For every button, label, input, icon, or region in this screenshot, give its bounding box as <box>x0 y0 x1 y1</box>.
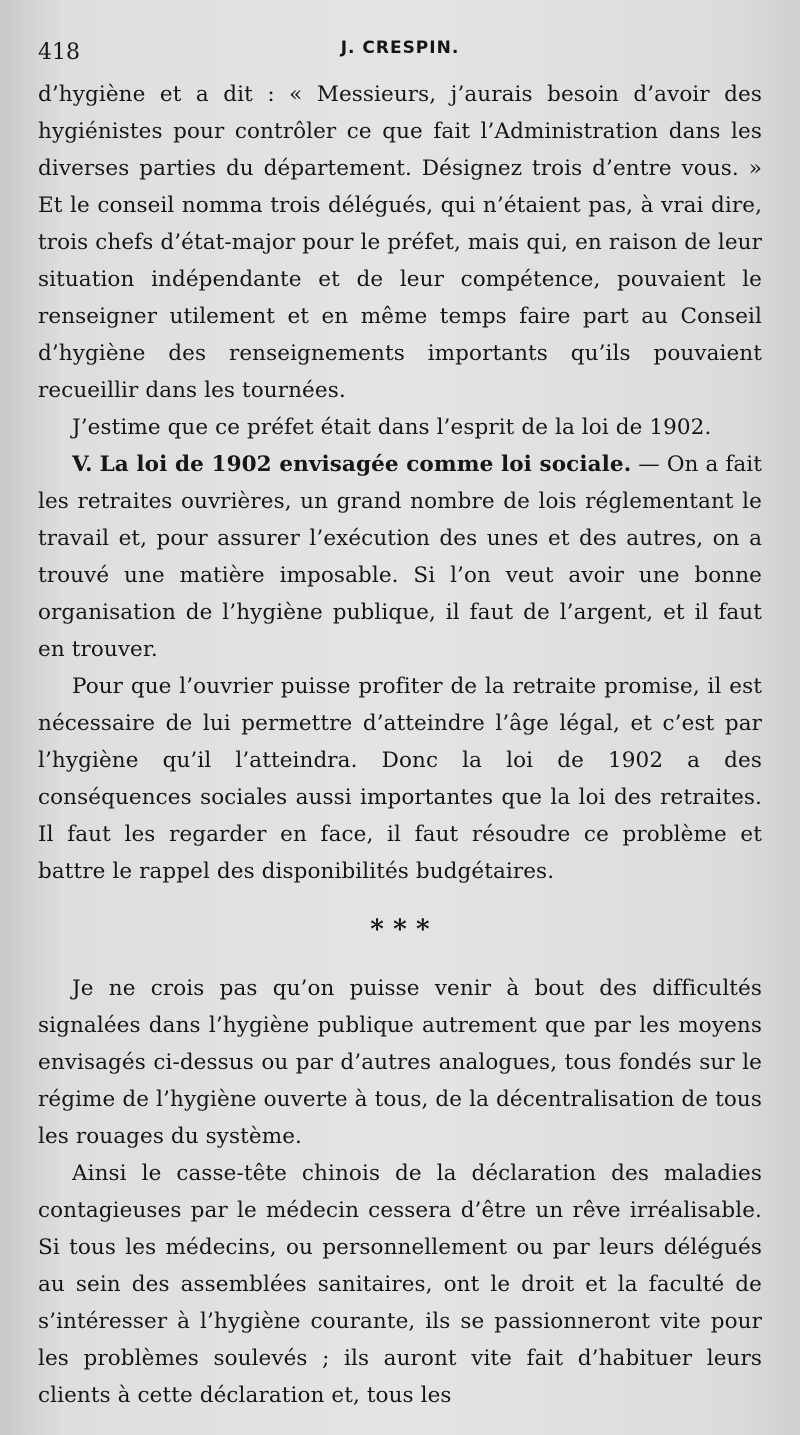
section-v-paragraph <box>38 446 762 668</box>
section-v-text: On a fait les retraites ouvrières, un grand nombre de lois réglementant le travail et, pour assurer l’exécution des unes et des autres, on a trouvé une matière imposable. Si l’on veut avoir une bonne organisation de l’hygiène publique, il faut de l’argent, et il faut en trouver. <box>38 452 763 662</box>
paragraph-prefect: J’estime que ce préfet était dans l’esprit de la loi de 1902. <box>72 415 712 440</box>
paragraph-casse-tete: Ainsi le casse-tête chinois de la déclaration des maladies contagieuses par le médecin cessera d’être un rêve irréalisable. Si tous les médecins, ou personnellement ou par leurs délégués au sein des assemblées sanitaires, ont le droit et la faculté de s’intéresser à l’hygiène courante, ils se passionneront vite pour les problèmes soulevés ; ils auront vite fait d’habituer leurs clients à cette déclaration et, tous les <box>38 1161 762 1408</box>
paragraph-difficultes: Je ne crois pas qu’on puisse venir à bout des difficultés signalées dans l’hygiène publique autrement que par les moyens envisagés ci-dessus ou par d’autres analogues, tous fondés sur le régime de l’hygiène ouverte à tous, de la décentralisation de tous les rouages du système. <box>38 976 762 1149</box>
section-heading: La loi de 1902 envisagée comme loi sociale. <box>99 452 632 477</box>
paragraph-retraite: Pour que l’ouvrier puisse profiter de la retraite promise, il est nécessaire de lui permettre d’atteindre l’âge légal, et c’est par l’hygiène qu’il l’atteindra. Donc la loi de 1902 a des conséquences sociales aussi importantes que la loi des retraites. Il faut les regarder en face, il faut résoudre ce problème et battre le rappel des disponibilités budgétaires. <box>38 674 762 884</box>
section-number: V. <box>72 452 93 477</box>
running-head <box>38 36 762 76</box>
asterism-separator <box>38 890 762 970</box>
paragraph-continuation: d’hygiène et a dit : « Messieurs, j’aurais besoin d’avoir des hygiénistes pour contrôler ce que fait l’Administration dans les diverses parties du département. Désignez trois d’entre vous. » Et le conseil nomma trois délégués, qui n’étaient pas, à vrai dire, trois chefs d’état-major pour le préfet, mais qui, en raison de leur situation indépendante et de leur compétence, pouvaient le renseigner utilement et en même temps faire part au Conseil d’hygiène des renseignements importants qu’ils pouvaient recueillir dans les tournées. <box>38 82 762 403</box>
body-text <box>38 76 762 1414</box>
section-dash: — <box>631 452 667 477</box>
page-number: 418 <box>38 40 80 65</box>
asterism: * * * <box>370 914 430 945</box>
running-title: J. CRESPIN. <box>340 38 460 58</box>
